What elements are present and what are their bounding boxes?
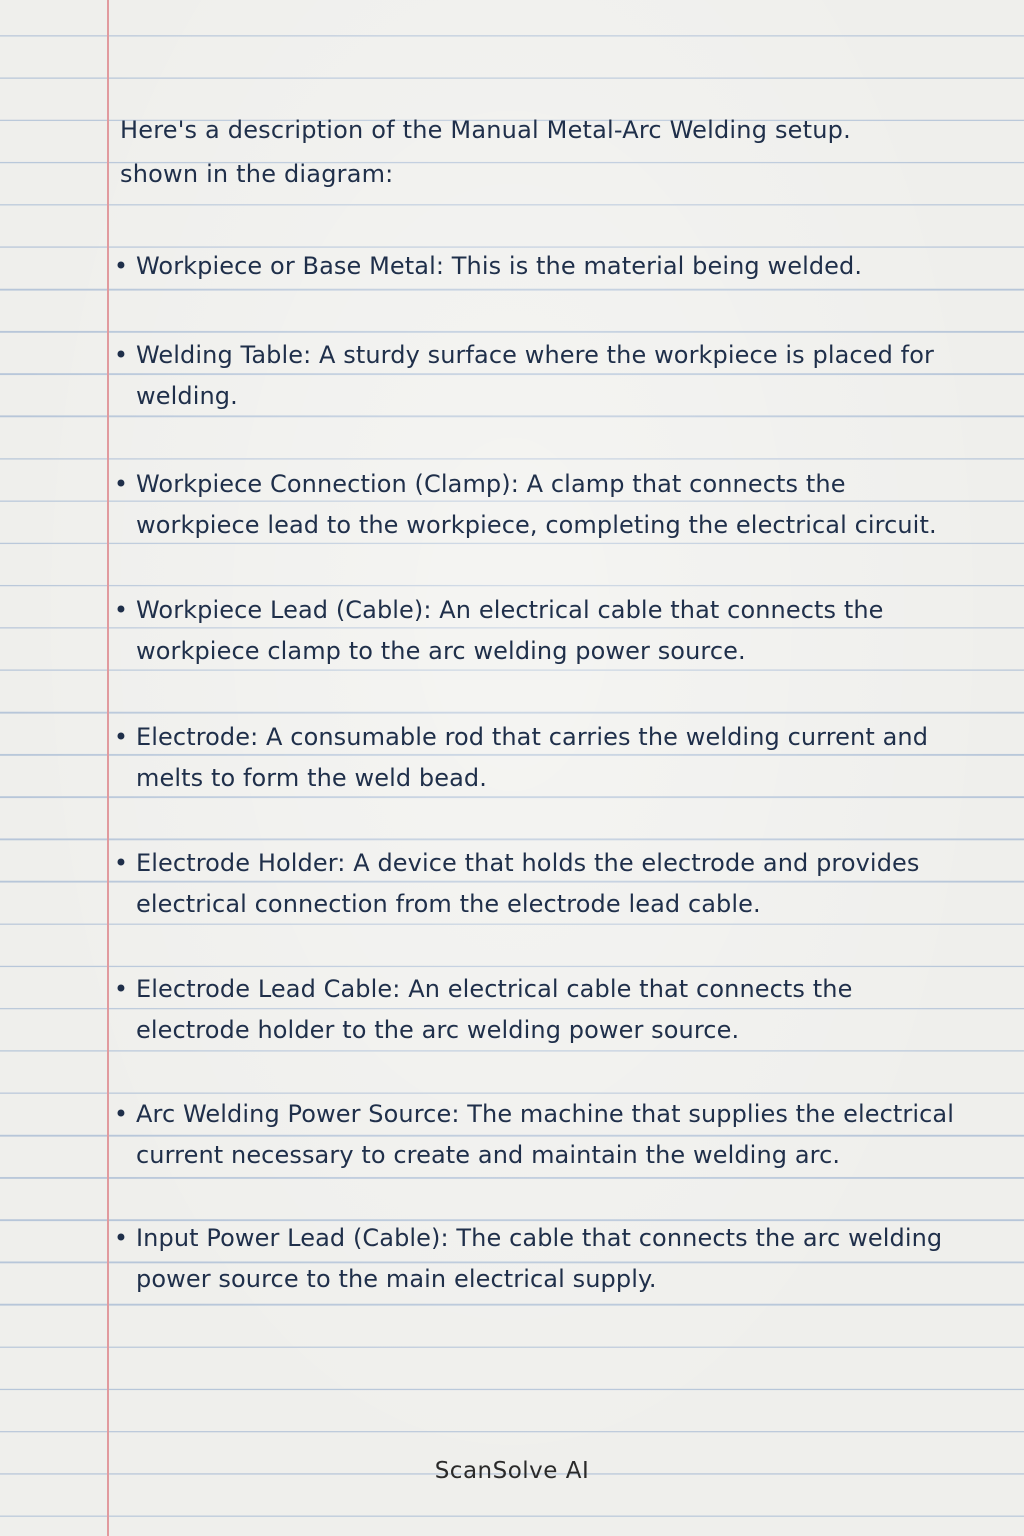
item-text-electrode-holder: Electrode Holder: A device that holds the electrode and provides electrical connection from the electrode lead cable. bbox=[136, 849, 920, 918]
item-text-workpiece: Workpiece or Base Metal: This is the material being welded. bbox=[136, 252, 863, 280]
item-text-workpiece-lead: Workpiece Lead (Cable): An electrical cable that connects the workpiece clamp to the arc welding power source. bbox=[136, 596, 884, 665]
item-text-welding-table: Welding Table: A sturdy surface where the workpiece is placed for welding. bbox=[136, 341, 934, 410]
bullet-icon: • bbox=[113, 1224, 129, 1252]
intro-paragraph: Here's a description of the Manual Metal-Arc Welding setup. shown in the diagram: bbox=[120, 116, 851, 188]
list-item bbox=[112, 335, 962, 417]
footer-brand: ScanSolve AI bbox=[434, 1458, 590, 1484]
bullet-icon: • bbox=[113, 849, 129, 877]
bullet-icon: • bbox=[113, 252, 129, 280]
list-item bbox=[112, 1218, 962, 1300]
list-item bbox=[112, 969, 962, 1051]
list-item bbox=[112, 246, 962, 287]
list-item bbox=[112, 717, 962, 799]
bullet-icon: • bbox=[113, 470, 129, 498]
list-item bbox=[112, 590, 962, 672]
item-text-electrode: Electrode: A consumable rod that carries the welding current and melts to form the weld bead. bbox=[136, 723, 929, 792]
list-item bbox=[112, 843, 962, 925]
bullet-icon: • bbox=[113, 596, 129, 624]
item-text-input-power-lead: Input Power Lead (Cable): The cable that connects the arc welding power source to the main electrical supply. bbox=[136, 1224, 943, 1293]
bullet-icon: • bbox=[113, 975, 129, 1003]
list-item bbox=[112, 464, 962, 546]
bullet-icon: • bbox=[113, 1100, 129, 1128]
bullet-icon: • bbox=[113, 723, 129, 751]
item-text-power-source: Arc Welding Power Source: The machine that supplies the electrical current necessary to create and maintain the welding arc. bbox=[136, 1100, 954, 1169]
item-text-electrode-lead: Electrode Lead Cable: An electrical cable that connects the electrode holder to the arc welding power source. bbox=[136, 975, 853, 1044]
bullet-icon: • bbox=[113, 341, 129, 369]
list-item bbox=[112, 1094, 962, 1176]
item-text-workpiece-clamp: Workpiece Connection (Clamp): A clamp that connects the workpiece lead to the workpiece, completing the electrical circuit. bbox=[136, 470, 937, 539]
